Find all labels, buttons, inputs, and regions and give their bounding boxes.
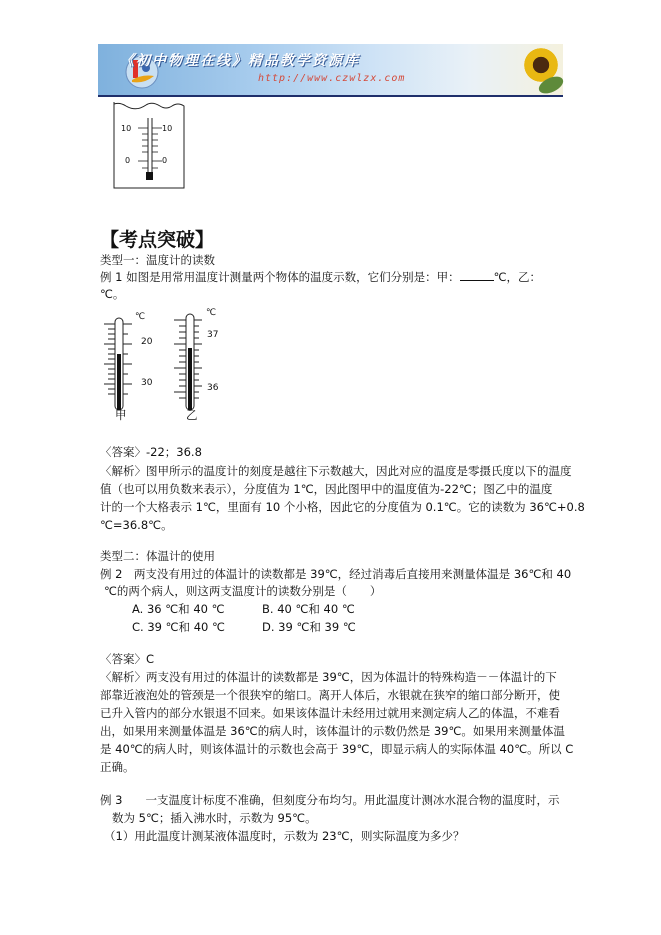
jia-unit: ℃ bbox=[135, 312, 146, 322]
yi-unit: ℃ bbox=[206, 308, 217, 318]
type2-title: 类型二：体温计的使用 bbox=[100, 549, 215, 563]
example3-line1: 例 3 一支温度计标度不准确，但刻度分布均匀。用此温度计测冰水混合物的温度时，示 bbox=[100, 793, 560, 807]
analysis2-line5: 是 40℃的病人时，则该体温计的示数也会高于 39℃，即显示病人的实际体温 40℃。所以 C bbox=[100, 742, 574, 756]
example3-line2: 数为 5℃；插入沸水时，示数为 95℃。 bbox=[112, 811, 317, 825]
option-d: D. 39 ℃和 39 ℃ bbox=[262, 620, 356, 634]
analysis2-line4: 出，如果用来测量体温是 36℃的病人时，该体温计的示数仍然是 39℃。如果用来测量体温 bbox=[100, 724, 565, 738]
analysis1-line1: 〈解析〉图甲所示的温度计的刻度是越往下示数越大，因此对应的温度是零摄氏度以下的温度 bbox=[100, 464, 572, 478]
thermometer-figure-jia-yi bbox=[102, 310, 232, 420]
answer-blank-jia[interactable] bbox=[460, 269, 494, 281]
q1-line2: ℃。 bbox=[100, 287, 125, 301]
yi-label: 乙 bbox=[186, 408, 198, 422]
top-scale-0-left: 0 bbox=[125, 156, 131, 165]
analysis2-line3: 已升入管内的部分水银退不回来。如果该体温计未经用过就用来测定病人乙的体温，不难看 bbox=[100, 706, 560, 720]
jia-label: 甲 bbox=[115, 408, 127, 422]
top-scale-10-right: 10 bbox=[162, 124, 173, 133]
analysis1-line2: 值（也可以用负数来表示），分度值为 1℃，因此图甲中的温度值为-22℃；图乙中的温度 bbox=[100, 482, 553, 496]
analysis2-line1: 〈解析〉两支没有用过的体温计的读数都是 39℃，因为体温计的特殊构造－－体温计的下 bbox=[100, 670, 557, 684]
jia-tick-30: 30 bbox=[141, 378, 153, 388]
type1-title: 类型一：温度计的读数 bbox=[100, 253, 215, 267]
option-b: B. 40 ℃和 40 ℃ bbox=[262, 602, 355, 616]
answer1-line: 〈答案〉-22；36.8 bbox=[100, 445, 202, 459]
q2-line1: 例 2 两支没有用过的体温计的读数都是 39℃，经过消毒后直接用来测量体温是 36℃和 40 bbox=[100, 567, 572, 581]
analysis1-line4: ℃=36.8℃。 bbox=[100, 518, 173, 532]
thermometer-yi bbox=[174, 314, 202, 410]
analysis2-line6: 正确。 bbox=[100, 760, 135, 774]
thermometer-jia bbox=[104, 318, 132, 410]
top-scale-0-right: 0 bbox=[162, 156, 168, 165]
option-c: C. 39 ℃和 40 ℃ bbox=[132, 620, 225, 634]
section-title: 【考点突破】 bbox=[100, 229, 215, 251]
jia-tick-20: 20 bbox=[141, 337, 153, 347]
q1-text-a: 例 1 如图是用常用温度计测量两个物体的温度示数，它们分别是：甲： bbox=[100, 270, 460, 284]
q1-line1 bbox=[100, 269, 541, 286]
answer2-line: 〈答案〉C bbox=[100, 652, 155, 666]
header-title: 《初中物理在线》精品教学资源库 bbox=[120, 53, 360, 69]
analysis2-line2: 部靠近液泡处的管颈是一个很狭窄的缩口。离开人体后，水银就在狭窄的缩口部分断开，使 bbox=[100, 688, 560, 702]
q1-text-b: ℃，乙： bbox=[493, 270, 542, 284]
option-a: A. 36 ℃和 40 ℃ bbox=[132, 602, 225, 616]
header-divider bbox=[98, 95, 563, 97]
yi-tick-37: 37 bbox=[207, 330, 219, 340]
top-thermometer-figure bbox=[112, 100, 186, 190]
header-url[interactable]: http://www.czwlzx.com bbox=[258, 73, 406, 84]
example3-line3: （1）用此温度计测某液体温度时，示数为 23℃，则实际温度为多少？ bbox=[104, 829, 465, 843]
q2-line2: ℃的两个病人，则这两支温度计的读数分别是（ ） bbox=[104, 584, 382, 598]
analysis1-line3: 计的一个大格表示 1℃，里面有 10 个小格，因此它的分度值为 0.1℃。它的读数为 36℃+0.8 bbox=[100, 500, 585, 514]
yi-tick-36: 36 bbox=[207, 383, 219, 393]
top-scale-10-left: 10 bbox=[121, 124, 132, 133]
